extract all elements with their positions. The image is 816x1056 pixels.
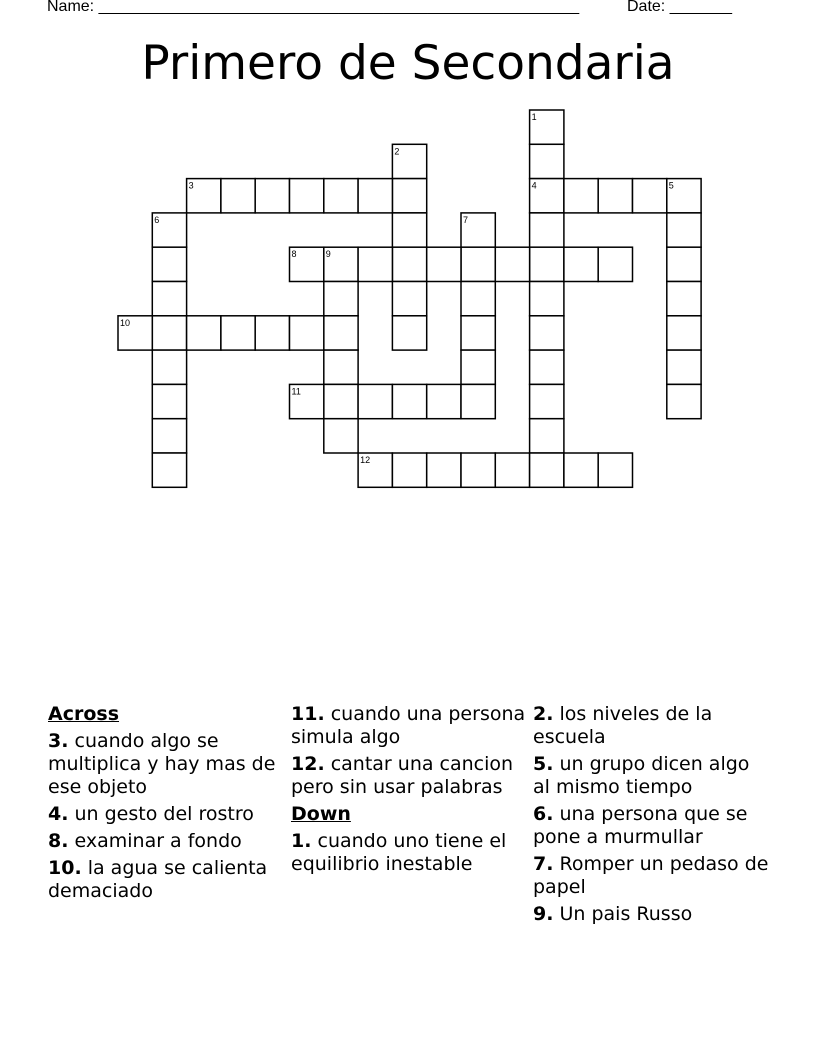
cell-number: 5: [668, 180, 674, 191]
grid-cell[interactable]: [667, 350, 701, 384]
grid-cell[interactable]: [152, 247, 186, 281]
grid-cell[interactable]: [152, 316, 186, 350]
clue-down-1: [291, 830, 529, 876]
grid-cell[interactable]: [667, 384, 701, 418]
cell-number: 9: [325, 249, 331, 260]
grid-cell[interactable]: [152, 453, 186, 487]
grid-cell[interactable]: [461, 384, 495, 418]
grid-cell[interactable]: [324, 384, 358, 418]
grid-cell[interactable]: [633, 179, 667, 213]
down-heading: Down: [291, 803, 351, 825]
grid-cell[interactable]: [530, 419, 564, 453]
grid-cell[interactable]: [290, 179, 324, 213]
grid-cell[interactable]: [461, 453, 495, 487]
crossword-grid: [0, 0, 816, 500]
name-field-label: Name: ______________________________________________________: [47, 0, 580, 15]
grid-cell[interactable]: [358, 384, 392, 418]
grid-cell[interactable]: [152, 419, 186, 453]
grid-cell[interactable]: [598, 179, 632, 213]
grid-cell[interactable]: [392, 384, 426, 418]
grid-cell[interactable]: [392, 282, 426, 316]
clue-text: cantar una cancion pero sin usar palabras: [291, 753, 514, 798]
clue-across-10: [48, 857, 286, 903]
clues-column-2: [291, 703, 529, 880]
clue-text: la agua se calienta demaciado: [48, 857, 268, 902]
clue-number: 3.: [48, 730, 69, 752]
grid-cell[interactable]: [461, 282, 495, 316]
clue-number: 1.: [291, 830, 312, 852]
grid-cell[interactable]: [358, 247, 392, 281]
grid-cell[interactable]: [461, 316, 495, 350]
clue-text: los niveles de la escuela: [533, 703, 713, 748]
clue-text: cuando uno tiene el equilibrio inestable: [291, 830, 507, 875]
clue-number: 11.: [291, 703, 325, 725]
grid-cell[interactable]: [152, 384, 186, 418]
grid-cell[interactable]: [564, 453, 598, 487]
cell-number: 11: [291, 386, 301, 397]
clue-number: 4.: [48, 803, 69, 825]
grid-cell[interactable]: [255, 316, 289, 350]
clue-text: un grupo dicen algo al mismo tiempo: [533, 753, 750, 798]
clue-down-5: [533, 753, 771, 799]
grid-cell[interactable]: [152, 282, 186, 316]
date-field-label: Date: _______: [627, 0, 732, 15]
grid-cell[interactable]: [530, 282, 564, 316]
grid-cell[interactable]: [392, 179, 426, 213]
grid-cell[interactable]: [255, 179, 289, 213]
clue-across-11: [291, 703, 529, 749]
grid-cell[interactable]: [495, 453, 529, 487]
cell-number: 4: [531, 180, 537, 191]
grid-cell[interactable]: [324, 316, 358, 350]
clue-number: 2.: [533, 703, 554, 725]
grid-cell[interactable]: [461, 247, 495, 281]
clue-text: cuando una persona simula algo: [291, 703, 526, 748]
cell-number: 3: [188, 180, 194, 191]
cell-number: 10: [120, 317, 131, 328]
clue-across-8: [48, 830, 286, 853]
grid-cell[interactable]: [461, 350, 495, 384]
clue-text: cuando algo se multiplica y hay mas de ese objeto: [48, 730, 276, 798]
grid-cell[interactable]: [392, 453, 426, 487]
clue-number: 9.: [533, 903, 554, 925]
grid-cell[interactable]: [427, 384, 461, 418]
grid-cell[interactable]: [392, 247, 426, 281]
grid-cell[interactable]: [564, 247, 598, 281]
grid-cell[interactable]: [290, 316, 324, 350]
grid-cell[interactable]: [667, 213, 701, 247]
grid-cell[interactable]: [667, 316, 701, 350]
clue-number: 10.: [48, 857, 82, 879]
cell-number: 12: [360, 455, 371, 465]
grid-cell[interactable]: [530, 213, 564, 247]
clue-across-12: [291, 753, 529, 799]
grid-cell[interactable]: [598, 453, 632, 487]
clue-number: 8.: [48, 830, 69, 852]
clue-down-2: [533, 703, 771, 749]
grid-cell[interactable]: [187, 316, 221, 350]
clue-across-4: [48, 803, 286, 826]
across-heading: Across: [48, 703, 120, 725]
clue-text: examinar a fondo: [68, 830, 242, 852]
grid-cell[interactable]: [495, 247, 529, 281]
clue-across-3: [48, 730, 286, 799]
grid-cell[interactable]: [667, 247, 701, 281]
clue-text: una persona que se pone a murmullar: [533, 803, 748, 848]
grid-cell[interactable]: [221, 316, 255, 350]
clue-text: Romper un pedaso de papel: [533, 853, 769, 898]
clue-down-9: [533, 903, 771, 926]
grid-cell[interactable]: [324, 179, 358, 213]
grid-cell[interactable]: [530, 316, 564, 350]
grid-cell[interactable]: [152, 350, 186, 384]
grid-cell[interactable]: [324, 350, 358, 384]
clue-down-6: [533, 803, 771, 849]
clues-column-1: [48, 703, 286, 907]
grid-cell[interactable]: [427, 453, 461, 487]
grid-cell[interactable]: [427, 247, 461, 281]
grid-cell[interactable]: [530, 453, 564, 487]
clue-text: Un pais Russo: [553, 903, 693, 925]
grid-cell[interactable]: [564, 179, 598, 213]
grid-cell[interactable]: [667, 282, 701, 316]
page-title: Primero de Secondaria: [141, 36, 675, 91]
grid-cell[interactable]: [324, 282, 358, 316]
grid-cell[interactable]: [530, 350, 564, 384]
clue-down-7: [533, 853, 771, 899]
clues-column-3: [533, 703, 771, 930]
cell-number: 1: [531, 112, 537, 122]
clue-number: 7.: [533, 853, 554, 875]
grid-cell[interactable]: [530, 144, 564, 178]
cell-number: 2: [394, 146, 400, 157]
clue-number: 5.: [533, 753, 554, 775]
cell-number: 8: [291, 249, 297, 260]
grid-cell[interactable]: [324, 419, 358, 453]
grid-cell[interactable]: [221, 179, 255, 213]
grid-cell[interactable]: [392, 213, 426, 247]
cell-number: 6: [154, 214, 160, 225]
clue-number: 6.: [533, 803, 554, 825]
grid-cell[interactable]: [530, 247, 564, 281]
clue-text: un gesto del rostro: [68, 803, 254, 825]
grid-cell[interactable]: [530, 384, 564, 418]
grid-cell[interactable]: [392, 316, 426, 350]
grid-cell[interactable]: [358, 179, 392, 213]
clue-number: 12.: [291, 753, 325, 775]
grid-cell[interactable]: [598, 247, 632, 281]
cell-number: 7: [463, 214, 469, 225]
